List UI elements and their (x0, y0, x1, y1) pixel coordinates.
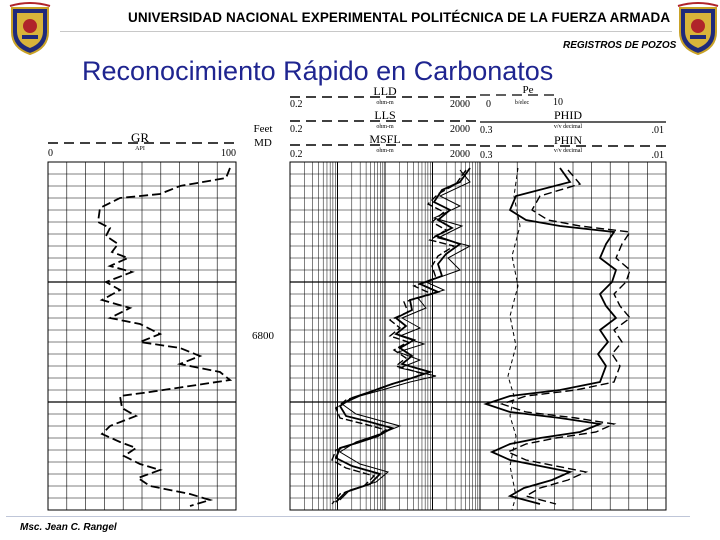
lld-scale-min: 0.2 (290, 99, 303, 110)
lls-curve-name: LLS (374, 108, 396, 122)
lls-curve (332, 170, 466, 504)
depth-marker: 6800 (252, 330, 274, 342)
phid-scale-min: 0.3 (480, 125, 493, 136)
gr-scale-max: 100 (221, 148, 236, 159)
msfl-curve-unit: ohm-m (376, 148, 394, 154)
pe-curve-name: Pe (522, 86, 534, 96)
university-crest-icon (676, 2, 720, 56)
lls-scale-max: 2000 (450, 124, 470, 135)
msfl-scale-max: 2000 (450, 149, 470, 160)
lls-curve-unit: ohm-m (376, 124, 394, 130)
msfl-scale-min: 0.2 (290, 149, 303, 160)
phin-curve-unit: v/v decimal (553, 148, 583, 154)
msfl-curve (340, 170, 470, 500)
phin-curve (502, 170, 630, 504)
depth-unit: Feet (253, 123, 273, 135)
phin-scale-max: .01 (651, 150, 664, 161)
log-header (48, 86, 666, 161)
author-credit: Msc. Jean C. Rangel (20, 522, 117, 533)
phin-scale-min: 0.3 (480, 150, 493, 161)
gr-curve-unit: API (135, 146, 145, 152)
well-log-figure (40, 86, 680, 516)
log-grid (48, 162, 666, 510)
lld-curve-unit: ohm-m (376, 100, 394, 106)
university-name: UNIVERSIDAD NACIONAL EXPERIMENTAL POLITÉCNICA DE LA FUERZA ARMADA (128, 10, 671, 25)
phid-curve-unit: v/v decimal (553, 124, 583, 130)
gr-scale-min: 0 (48, 148, 53, 159)
msfl-curve-name: MSFL (369, 132, 401, 146)
university-crest-icon (8, 2, 52, 56)
phid-curve (486, 168, 616, 504)
phin-curve-name: PHIN (553, 133, 583, 147)
footer-divider (6, 516, 690, 517)
slide-title: Reconocimiento Rápido en Carbonatos (82, 56, 554, 86)
phid-curve-name: PHID (553, 108, 583, 122)
section-label: REGISTROS DE POZOS (563, 40, 677, 51)
depth-reference: MD (254, 137, 272, 149)
pe-curve-unit: b/elec (514, 100, 530, 106)
phid-scale-max: .01 (651, 125, 664, 136)
lld-scale-max: 2000 (450, 99, 470, 110)
pe-scale-min: 0 (486, 99, 491, 110)
gr-curve-name: GR (130, 130, 150, 145)
gr-curve (98, 168, 230, 506)
lld-curve-name: LLD (373, 86, 397, 98)
lls-scale-min: 0.2 (290, 124, 303, 135)
header-divider (60, 31, 672, 32)
pe-scale-max: 10 (553, 97, 563, 108)
pe-curve (508, 168, 520, 510)
